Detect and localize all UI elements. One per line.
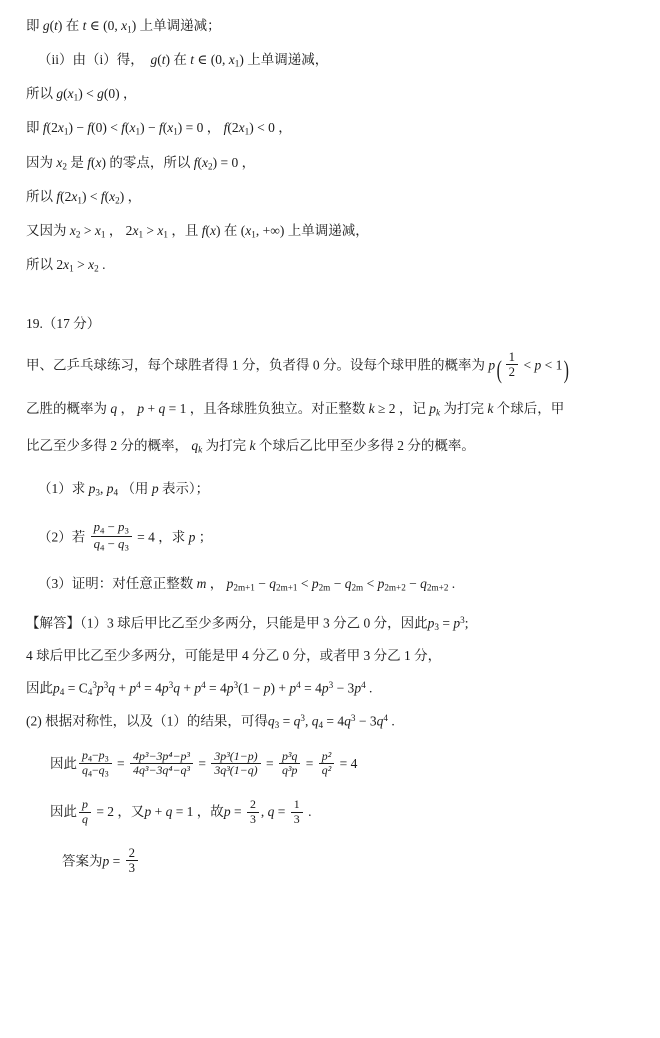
text: = 1 ，且各球胜负独立。对正整数 — [165, 400, 369, 416]
math-x: x — [94, 222, 101, 238]
text: （ii）由（i）得， — [38, 52, 144, 68]
subscript: 2 — [62, 161, 67, 172]
text: 在 — [220, 222, 241, 238]
text: 【解答】（1）3 球后甲比乙至少多两分，只能是甲 3 分乙 0 分，因此 — [26, 615, 428, 631]
math-p: p — [137, 400, 145, 416]
subscript: 2 — [75, 229, 81, 240]
math-p: p — [534, 357, 542, 373]
fraction-5: $\frac{\text{p²}}{\text{q²}}$ — [319, 750, 335, 778]
math-t: t — [190, 52, 195, 68]
subscript: 1 — [63, 126, 69, 137]
text: ∈ — [86, 18, 104, 33]
subscript: 2 — [115, 195, 120, 206]
text: ) = 0 ， — [212, 154, 256, 170]
math-x: x — [63, 256, 70, 272]
subscript: 2 — [208, 161, 213, 172]
math-f: f — [42, 120, 47, 136]
text: ， — [117, 400, 138, 416]
math-p: p — [188, 529, 196, 545]
fraction-2: $\frac{\text{4p³−3p⁴−p³}}{\text{4q³−3q⁴−q³}}$ — [130, 750, 193, 778]
text: 表示）； — [158, 481, 210, 496]
math-p: p — [151, 481, 159, 496]
math-x: x — [56, 154, 63, 170]
text: 的零点，所以 — [105, 154, 194, 170]
text: 甲、乙乒乓球练习，每个球胜者得 1 分，负者得 0 分。设每个球甲胜的概率为 — [26, 357, 489, 373]
problem-number: 19.（17 分） — [26, 316, 101, 331]
math-f: f — [158, 120, 163, 136]
text: , +∞) — [255, 222, 285, 238]
text: + — [144, 400, 159, 416]
math-p: p — [429, 400, 437, 416]
text: 在 — [170, 52, 191, 68]
text: > — [143, 222, 158, 238]
answer-line-2: 4 球后甲比乙至少多两分，可能是甲 4 分乙 0 分，或者甲 3 分乙 1 分， — [26, 648, 442, 664]
text: 比乙至少多得 2 分的概率， — [26, 437, 192, 453]
text: ∈ — [194, 52, 211, 68]
problem-part-3: （3）证明：对任意正整数 m ， $p_{2m+1} - q_{2m+1} < p_{2m} - q_{2m} < p_{2m+2} - q_{2m+2}$ . — [38, 575, 456, 593]
text: 所以 — [26, 86, 57, 102]
math-f: f — [223, 120, 228, 136]
subscript: 3 — [95, 487, 100, 498]
math-f: f — [121, 120, 125, 136]
fraction-half: $\frac{1}{2}$ — [506, 350, 518, 380]
answer-line-4: (2) 根据对称性，以及（1）的结果，可得$q_3 = q^3$, $q_4 = 4q^3 - 3q^4$ . — [26, 713, 395, 731]
section-answer — [26, 615, 634, 876]
math-g: g — [42, 18, 50, 33]
paren-open: ( — [496, 354, 503, 384]
answer-final: 答案为p = $\frac{2}{3}$ — [26, 846, 634, 876]
text: 是 — [66, 154, 88, 170]
text: ≥ 2 ，记 — [374, 400, 430, 416]
text: ，且 — [168, 222, 202, 238]
text: 在 — [62, 18, 83, 33]
math-f: f — [201, 222, 206, 238]
subscript: 1 — [127, 24, 132, 35]
subscript: 1 — [77, 195, 82, 206]
fraction-answer: $\frac{2}{3}$ — [126, 846, 138, 876]
subscript: 1 — [244, 126, 250, 137]
text: > — [80, 222, 95, 238]
math-k: k — [368, 400, 375, 416]
section-previous-solution — [26, 18, 634, 274]
subscript: 1 — [73, 92, 79, 103]
solution-line-3: 所以 $g(x_1) < g(0)$ ， — [26, 86, 137, 103]
math-g: g — [56, 86, 64, 102]
math-m: m — [196, 575, 207, 591]
text: ) − — [68, 120, 88, 136]
text: ) = 0 ， — [177, 120, 221, 136]
subscript: k — [436, 407, 441, 418]
math-f: f — [193, 154, 198, 170]
text: < — [82, 86, 98, 102]
text: ； — [195, 529, 213, 545]
subscript: 1 — [251, 229, 256, 240]
text: ) — [131, 18, 137, 33]
text: 乙胜的概率为 — [26, 400, 111, 416]
binomial-C: C — [78, 680, 88, 696]
text: ) < — [81, 188, 101, 204]
text: 即 — [26, 120, 43, 136]
subscript: 2 — [94, 263, 99, 274]
text: ) ， — [119, 188, 142, 204]
math-x: x — [69, 222, 76, 238]
text: ， 2 — [105, 222, 133, 238]
math-f: f — [100, 188, 105, 204]
math-p: p — [88, 481, 96, 496]
text: < 1 — [541, 357, 563, 373]
text: , — [99, 481, 107, 496]
solution-line-4: 即 $f(2x_1) - f(0) < f(x_1) - f(x_1) = 0$ ， $f(2x_1) < 0$ ， — [26, 120, 292, 137]
solution-line-1: 即 g(t) 在 t ∈ (0, $x_1$) 上单调递减； — [26, 18, 221, 35]
text: ， — [206, 575, 227, 591]
text: ) < 0 ， — [249, 120, 292, 136]
fraction-4: $\frac{\text{p³q}}{\text{q³p}}$ — [279, 750, 300, 778]
problem-part-1 — [26, 481, 634, 498]
subscript: 1 — [163, 229, 168, 240]
problem-part-2 — [26, 520, 634, 553]
math-t: t — [161, 52, 166, 68]
subscript: 1 — [173, 126, 178, 137]
text: (0) — [103, 86, 120, 102]
text: 上单调递减； — [136, 18, 221, 33]
math-q: q — [191, 437, 199, 453]
fraction-two-thirds: $\frac{2}{3}$ — [247, 798, 259, 826]
text: 所以 — [26, 188, 57, 204]
text: 个球后乙比甲至少多得 2 分的概率。 — [255, 437, 475, 453]
text: 为打完 — [440, 400, 488, 416]
fraction-1: $\frac{p_4-p_3}{q_4-q_3}$ — [79, 749, 112, 779]
math-x: x — [132, 222, 139, 238]
text: 上单调递减， — [243, 52, 329, 68]
text: ， — [119, 86, 137, 102]
problem-stem-line-3 — [26, 438, 634, 455]
math-t: t — [82, 18, 87, 33]
section-problem-19 — [26, 316, 634, 593]
text: 所以 2 — [26, 256, 64, 272]
math-k: k — [249, 437, 256, 453]
math-k: k — [487, 400, 494, 416]
text: (0) < — [91, 120, 122, 136]
text: （用 — [118, 481, 152, 496]
math-f: f — [56, 188, 61, 204]
math-f: f — [87, 120, 92, 136]
subscript: 4 — [113, 487, 119, 498]
solution-line-5: 因为 $x_2$ 是 f(x) 的零点，所以 $f(x_2) = 0$ ， — [26, 154, 256, 172]
paren-close: ) — [563, 354, 570, 384]
subscript: 1 — [135, 126, 141, 137]
text: 为打完 — [202, 437, 250, 453]
text: = 4 ，求 — [133, 529, 189, 545]
math-p: p — [106, 481, 114, 496]
math-x: x — [67, 86, 74, 102]
solution-line-6: 所以 $f(2x_1) < f(x_2)$ ， — [26, 188, 142, 206]
math-p: p — [488, 357, 496, 373]
math-f: f — [87, 154, 91, 170]
fraction-one-third: $\frac{1}{3}$ — [291, 798, 303, 826]
text: ) − — [140, 120, 159, 136]
problem-stem-line-1 — [26, 349, 634, 384]
subscript: 1 — [69, 263, 74, 274]
answer-line-6: 因此 $\frac{p}{q}$ = 2 ，又p + q = 1 ，故p = $\frac{2}{3}$ , q = $\frac{1}{3}$ . — [50, 797, 312, 826]
math-g: g — [97, 86, 104, 102]
text: < — [520, 357, 535, 373]
text: > — [73, 256, 89, 272]
text: （3）证明：对任意正整数 — [38, 575, 197, 591]
answer-line-3: 因此$p_4 = C_4^3p^3q + p^4 = 4p^3q + p^4 = 4p^3(1 - p) + p^4 = 4p^3 - 3p^4$ . — [26, 679, 373, 697]
fraction-p4p3-q4q3: $\frac{p_4 - p_3}{q_4 - q_3}$ — [91, 520, 132, 553]
text: （2）若 — [38, 529, 89, 545]
text: （1）求 — [38, 481, 89, 496]
text: 个球后，甲 — [493, 400, 565, 416]
subscript: 1 — [234, 58, 240, 69]
solution-line-8 — [26, 257, 634, 274]
answer-line-5: 因此 $\frac{p_4-p_3}{q_4-q_3}$ = $\frac{\text{4p³−3p⁴−p³}}{\text{4q³−3q⁴−q³}}$ = $\frac{\text{3p³(1−p)}}{\text{3q³(1−q)}}$ = $\frac{\text{p³q}}{\text{q³p}}$ = $\frac{\text{p²}}{\text{q²}}$ = 4 — [50, 747, 358, 779]
solution-line-7: 又因为 $x_2 > x_1$ ， $2x_1 > x_1$ ，且 f(x) 在 ($x_1$, +∞) 上单调递减， — [26, 222, 369, 240]
fraction-3: $\frac{\text{3p³(1−p)}}{\text{3q³(1−q)}}$ — [211, 750, 260, 778]
text: 因为 — [26, 154, 57, 170]
problem-stem-line-2 — [26, 401, 634, 418]
math-t: t — [54, 18, 58, 33]
subscript: k — [198, 444, 203, 455]
math-g: g — [150, 52, 158, 68]
answer-line-1: 【解答】（1）3 球后甲比乙至少多两分，只能是甲 3 分乙 0 分，因此$p_3 = p^3$; — [26, 614, 469, 632]
math-q: q — [158, 400, 166, 416]
math-q: q — [110, 400, 118, 416]
text: 上单调递减， — [284, 222, 369, 238]
solution-line-2: （ii）由（i）得， g(t) 在 t ∈ (0, $x_1$) 上单调递减， — [38, 52, 329, 69]
text: 即 — [26, 18, 43, 33]
text: . — [98, 256, 106, 272]
math-x: x — [157, 222, 164, 238]
math-x: x — [88, 256, 95, 272]
fraction-p-q: $\frac{p}{q}$ — [79, 798, 91, 826]
subscript: 1 — [138, 229, 144, 240]
text: 又因为 — [26, 222, 70, 238]
subscript: 1 — [100, 229, 106, 240]
